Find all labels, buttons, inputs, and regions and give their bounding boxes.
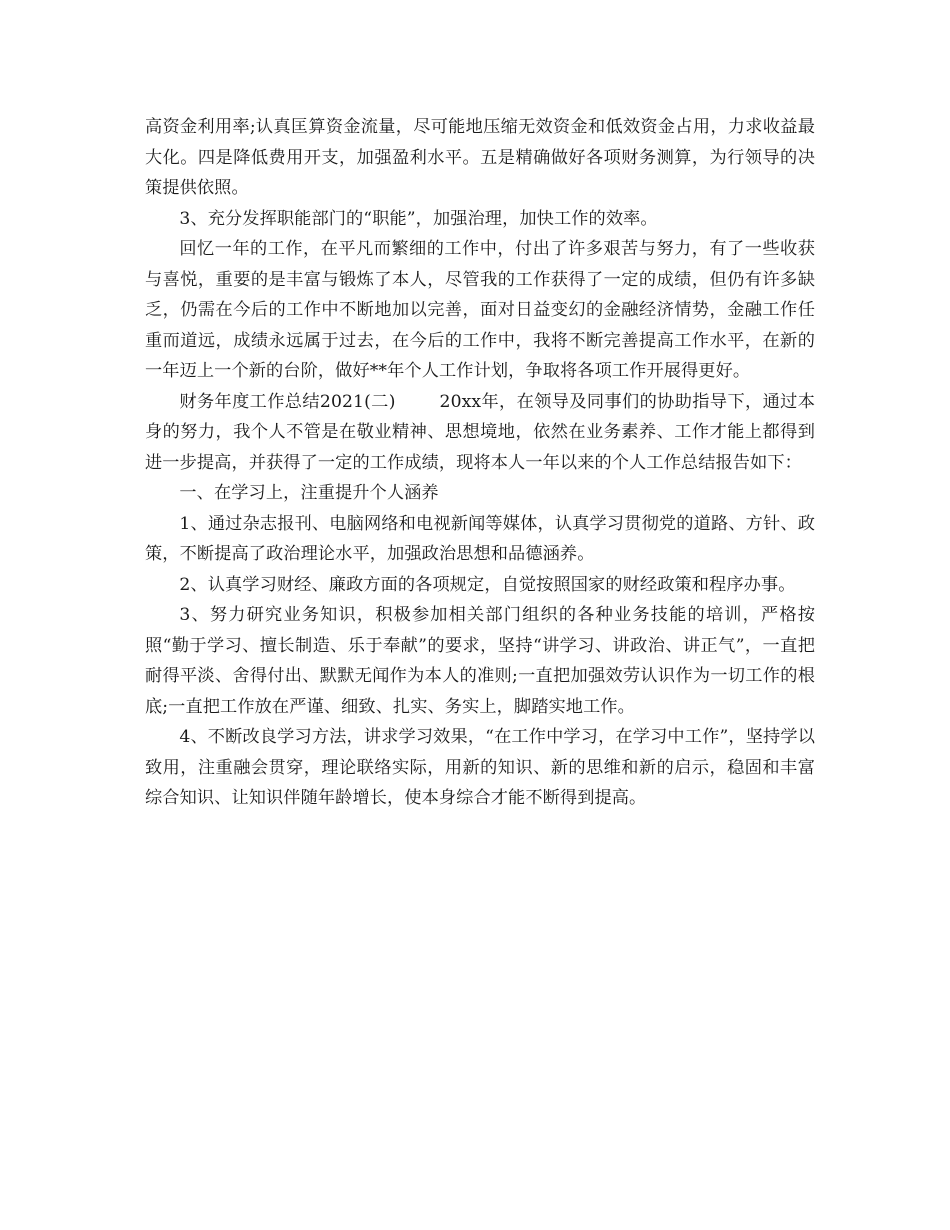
paragraph-study-4: 4、不断改良学习方法，讲求学习效果，“在工作中学习，在学习中工作”，坚持学以致用，注重融会贯穿，理论联络实际，用新的知识、新的思维和新的启示，稳固和丰富综合知识、让知识伴随年龄增长，使本身综合才能不断得到提高。: [145, 727, 815, 808]
paragraph-study-3: 3、努力研究业务知识，积极参加相关部门组织的各种业务技能的培训，严格按照“勤于学习、擅长制造、乐于奉献”的要求，坚持“讲学习、讲政治、讲正气”，一直把耐得平淡、舍得付出、默默无闻作为本人的准则;一直把加强效劳认识作为一切工作的根底;一直把工作放在严谨、细致、扎实、务实上，脚踏实地工作。: [145, 605, 815, 717]
section-intro-text: 20xx年，在领导及同事们的协助指导下，通过本身的努力，我个人不管是在敬业精神、思想境地，依然在业务素养、工作才能上都得到进一步提高，并获得了一定的工作成绩，现将本人一年以来的个人工作总结报告如下：: [145, 391, 816, 473]
paragraph-item-3: 3、充分发挥职能部门的“职能”，加强治理，加快工作的效率。: [179, 208, 658, 229]
document-body: [145, 112, 815, 814]
paragraph-continuation: 高资金利用率;认真匡算资金流量，尽可能地压缩无效资金和低效资金占用，力求收益最大化。四是降低费用开支，加强盈利水平。五是精确做好各项财务测算，为行领导的决策提供依照。: [145, 117, 815, 198]
section-title: 财务年度工作总结2021(二): [179, 391, 396, 412]
paragraph-study-1: 1、通过杂志报刊、电脑网络和电视新闻等媒体，认真学习贯彻党的道路、方针、政策，不断提高了政治理论水平，加强政治思想和品德涵养。: [145, 513, 815, 564]
paragraph-section-intro: [145, 387, 815, 479]
paragraph-study-2: 2、认真学习财经、廉政方面的各项规定，自觉按照国家的财经政策和程序办事。: [179, 574, 796, 595]
paragraph-review: 回忆一年的工作，在平凡而繁细的工作中，付出了许多艰苦与努力，有了一些收获与喜悦，重要的是丰富与锻炼了本人，尽管我的工作获得了一定的成绩，但仍有许多缺乏，仍需在今后的工作中不断地加以完善，面对日益变幻的金融经济情势，金融工作任重而道远，成绩永远属于过去，在今后的工作中，我将不断完善提高工作水平，在新的一年迈上一个新的台阶，做好**年个人工作计划，争取将各项工作开展得更好。: [145, 239, 815, 381]
heading-study: 一、在学习上，注重提升个人涵养: [179, 483, 439, 503]
